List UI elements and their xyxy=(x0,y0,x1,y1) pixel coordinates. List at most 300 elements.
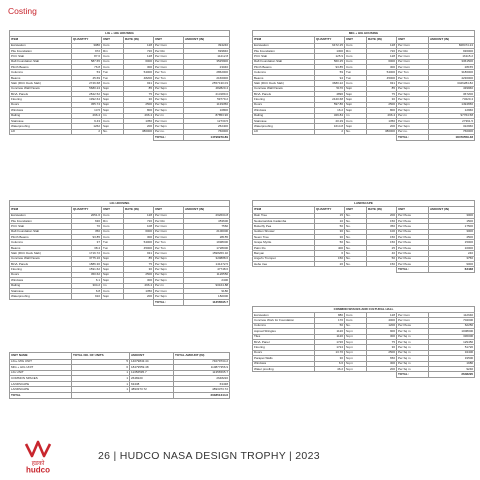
row-value-cell: 59779.2 xyxy=(184,97,230,102)
row-value-cell: 1200 xyxy=(367,323,397,328)
row-item-cell: Concrete Wall Panels xyxy=(10,86,72,91)
row-value-cell: Tun xyxy=(102,70,124,75)
row-value-cell: Sq m xyxy=(345,334,367,339)
row-value-cell: Sq m xyxy=(345,339,367,344)
row-item-cell: Water proofing xyxy=(253,366,315,371)
row-value-cell: 2862000 xyxy=(184,70,230,75)
row-value-cell: Cum xyxy=(102,213,124,218)
column-header: RATE (IN) xyxy=(124,207,154,214)
row-value-cell: 11356595.7 xyxy=(130,370,174,376)
row-value-cell: 1139350 xyxy=(184,102,230,107)
row-item-cell: Palm Ro xyxy=(253,245,315,250)
row-value-cell: Per Tun xyxy=(397,70,429,75)
row-value-cell: 93.85 xyxy=(72,235,102,240)
row-value-cell: 74079734.2 xyxy=(174,359,230,365)
row-value-cell: Per Sqm xyxy=(154,92,184,97)
row-item-cell: Railing xyxy=(10,283,72,288)
row-value-cell: 30 xyxy=(315,235,345,240)
row-value-cell: Cum xyxy=(102,229,124,234)
row-value-cell: 54000 xyxy=(124,70,154,75)
row-item-cell: Plinth Beams xyxy=(10,235,72,240)
row-value-cell: Per Cum xyxy=(397,313,429,318)
logo-latin-text: hudco xyxy=(26,465,50,474)
row-value-cell: Per Piece xyxy=(397,323,429,328)
row-value-cell: 59 xyxy=(315,70,345,75)
row-value-cell: 200 xyxy=(124,294,154,299)
row-value-cell: 2500 xyxy=(124,102,154,107)
row-value-cell: 16.2 xyxy=(315,108,345,113)
row-value-cell: Per Piece xyxy=(397,229,429,234)
row-value-cell: 37 xyxy=(72,240,102,245)
row-item-cell: Doors xyxy=(10,102,72,107)
row-value-cell: Per Sqm xyxy=(154,124,184,129)
row-value-cell: No. xyxy=(345,256,367,261)
row-value-cell: Per Piece xyxy=(397,245,429,250)
row-value-cell: 972 xyxy=(72,48,102,53)
page-title: Costing xyxy=(8,6,37,16)
row-value-cell: 20.29 xyxy=(315,118,345,123)
row-value-cell: 97764.58 xyxy=(429,113,475,118)
row-value-cell: Per Cum xyxy=(397,59,429,64)
row-item-cell: BLVL Panels xyxy=(10,262,72,267)
row-value-cell: Per Piece xyxy=(397,235,429,240)
row-value-cell: No. xyxy=(345,213,367,218)
row-value-cell: 3525900 xyxy=(184,59,230,64)
row-value-cell: 110877356.9 xyxy=(174,365,230,371)
row-value-cell: 213189.0 xyxy=(184,92,230,97)
row-value-cell: Per Rm xyxy=(154,48,184,53)
row-value-cell: 931 xyxy=(124,251,154,256)
row-item-cell: Columns xyxy=(10,240,72,245)
row-value-cell: Cum xyxy=(345,81,367,86)
row-value-cell: 45000 xyxy=(124,245,154,250)
row-value-cell: 1980 xyxy=(429,361,475,366)
row-value-cell: 200 xyxy=(124,124,154,129)
row-value-cell: No. xyxy=(345,235,367,240)
row-value-cell: 112640 xyxy=(429,313,475,318)
row-value-cell: 2648220 xyxy=(174,376,230,382)
row-value-cell: 129450 xyxy=(429,339,475,344)
row-value-cell: 3775.16 xyxy=(72,256,102,261)
row-item-cell: Waterproofing xyxy=(10,294,72,299)
row-value-cell: Per rm xyxy=(154,113,184,118)
row-value-cell: Per Sq m xyxy=(397,339,429,344)
row-value-cell: Per Sqm xyxy=(397,124,429,129)
row-value-cell: 1726 xyxy=(315,339,345,344)
row-value-cell: Per Tun xyxy=(397,75,429,80)
row-value-cell: Per Sqm xyxy=(397,97,429,102)
row-value-cell: 880 xyxy=(315,313,345,318)
row-value-cell: 125.9 xyxy=(315,54,345,59)
row-value-cell: 1998000 xyxy=(184,240,230,245)
row-item-cell: Slab (RCC Deck Slab) xyxy=(10,81,72,86)
row-item-cell: BLVL Panels xyxy=(253,92,315,97)
row-value-cell: 70 xyxy=(72,224,102,229)
row-value-cell: Per Sqm xyxy=(154,262,184,267)
row-item-cell: Golden Shower xyxy=(253,229,315,234)
row-item-cell: Neolamarckia Cadamba xyxy=(253,218,315,223)
row-value-cell: Sqm xyxy=(102,92,124,97)
row-value-cell: 85 xyxy=(124,256,154,261)
row-value-cell: 13.5 xyxy=(72,108,102,113)
row-value-cell: 252400 xyxy=(184,124,230,129)
row-value-cell: 76.8 xyxy=(72,65,102,70)
row-value-cell: Per Tun xyxy=(154,75,184,80)
row-value-cell: 2842.52 xyxy=(72,92,102,97)
column-header: AMOUNT (IN) xyxy=(184,37,230,44)
row-value-cell: 4500 xyxy=(429,235,475,240)
row-value-cell: Sqm xyxy=(102,262,124,267)
row-value-cell: Per Cum xyxy=(397,65,429,70)
row-value-cell: 450.62 xyxy=(72,272,102,277)
column-header: UNIT xyxy=(154,207,184,214)
row-value-cell: 760000 xyxy=(184,129,230,134)
logo-hindi-text: हडको xyxy=(31,460,45,467)
row-value-cell: 50 xyxy=(315,240,345,245)
row-value-cell: 128 xyxy=(367,43,397,48)
row-value-cell: Per Sqm xyxy=(154,267,184,272)
row-item-cell: Plinth Beams xyxy=(253,65,315,70)
row-value-cell: 1300 xyxy=(315,48,345,53)
row-value-cell: 720 xyxy=(124,218,154,223)
row-item-cell: PCC Slab xyxy=(10,54,72,59)
row-value-cell: 1886.30 xyxy=(72,262,102,267)
row-value-cell: 200 xyxy=(367,213,397,218)
row-value-cell: 3750 xyxy=(429,256,475,261)
row-value-cell: 128 xyxy=(124,43,154,48)
row-item-cell: Columns xyxy=(253,70,315,75)
row-value-cell: Per Sqm xyxy=(154,278,184,283)
row-value-cell: 30 xyxy=(315,356,345,361)
row-value-cell: Sqm xyxy=(102,108,124,113)
row-value-cell: 439960 xyxy=(429,86,475,91)
row-value-cell: 1350 xyxy=(367,118,397,123)
row-item-cell: Banyan xyxy=(253,251,315,256)
row-value-cell: 10000 xyxy=(429,245,475,250)
row-value-cell: Per Cum xyxy=(154,59,184,64)
row-value-cell: 15 xyxy=(315,213,345,218)
row-value-cell: 87.6 xyxy=(72,54,102,59)
row-item-cell: Concrete Wall Panels xyxy=(253,86,315,91)
total-value: 2648220 xyxy=(429,372,475,378)
row-value-cell: Per no. xyxy=(154,129,184,134)
row-item-cell: Flooring xyxy=(253,345,315,350)
row-value-cell: 3426284.82 xyxy=(429,81,475,86)
row-value-cell: Cum xyxy=(102,288,124,293)
row-item-cell: Rain Tree xyxy=(253,213,315,218)
row-value-cell: 2440.68 xyxy=(315,97,345,102)
row-value-cell: 23040 xyxy=(184,65,230,70)
row-value-cell: 85 xyxy=(124,86,154,91)
row-value-cell: 6000 xyxy=(124,229,154,234)
column-header: QUANTITY xyxy=(315,207,345,214)
row-value-cell: 9000 xyxy=(429,262,475,267)
row-item-cell: Doors xyxy=(10,272,72,277)
row-value-cell: 28155 xyxy=(184,235,230,240)
row-value-cell: 30 xyxy=(315,229,345,234)
row-value-cell: Per Sq m xyxy=(397,366,429,371)
row-item-cell: COMMON SPACES xyxy=(10,376,72,382)
row-value-cell: 200 xyxy=(367,124,397,129)
row-value-cell: Cum xyxy=(345,118,367,123)
row-value-cell: 6.8 xyxy=(72,288,102,293)
row-value-cell: 13.76 xyxy=(315,350,345,355)
row-value-cell: 75 xyxy=(367,92,397,97)
row-value-cell: 5680.24 xyxy=(72,86,102,91)
row-value-cell: 800 xyxy=(124,108,154,113)
row-item-cell: Plinth Beams xyxy=(10,65,72,70)
row-value-cell: 400 xyxy=(315,245,345,250)
row-value-cell: 2 xyxy=(72,129,102,134)
row-value-cell: rm xyxy=(102,283,124,288)
row-value-cell: Sq m xyxy=(345,345,367,350)
row-value-cell: 6.6 xyxy=(315,361,345,366)
row-value-cell: Cum xyxy=(345,318,367,323)
row-value-cell: 6472.25 xyxy=(315,43,345,48)
column-header: QUANTITY xyxy=(315,37,345,44)
row-value-cell: 1350 xyxy=(124,118,154,123)
row-value-cell: Tun xyxy=(102,75,124,80)
row-value-cell: rm xyxy=(345,113,367,118)
row-value-cell: 910 xyxy=(72,294,102,299)
row-value-cell: Per Sq m xyxy=(397,345,429,350)
row-value-cell: 128 xyxy=(124,54,154,59)
row-item-cell: Butterfly Pea xyxy=(253,224,315,229)
row-value-cell: Sqm xyxy=(345,102,367,107)
column-header: QUANTITY xyxy=(72,207,102,214)
total-value: 63438 xyxy=(429,267,475,273)
row-item-cell: Staircase xyxy=(10,118,72,123)
row-value-cell: Sqm xyxy=(102,256,124,261)
total-label: TOTAL: xyxy=(154,299,184,305)
row-item-cell: PCC Slab xyxy=(253,54,315,59)
row-value-cell: 53 xyxy=(72,70,102,75)
row-value-cell: 63438 xyxy=(130,381,174,387)
row-item-cell: Doors xyxy=(253,102,315,107)
row-value-cell: Cum xyxy=(345,65,367,70)
row-value-cell: 17500 xyxy=(429,224,475,229)
row-value-cell: 6000 xyxy=(367,59,397,64)
row-value-cell: Sqm xyxy=(102,124,124,129)
row-value-cell: Per Cum xyxy=(154,118,184,123)
row-value-cell: Rm xyxy=(345,48,367,53)
row-value-cell: 630 xyxy=(72,218,102,223)
row-value-cell: 329.84 xyxy=(315,113,345,118)
row-value-cell: 10800 xyxy=(184,108,230,113)
row-value-cell: Per Cum xyxy=(154,213,184,218)
column-header: ITEM xyxy=(253,207,315,214)
row-value-cell: 4000 xyxy=(367,318,397,323)
row-value-cell: Rm xyxy=(102,218,124,223)
row-item-cell: Staircase xyxy=(253,118,315,123)
row-value-cell: Tun xyxy=(345,75,367,80)
row-value-cell: 296.4 xyxy=(367,113,397,118)
column-header: UNIT xyxy=(397,37,429,44)
row-value-cell: 14079843.44 xyxy=(130,359,174,365)
row-value-cell: 2166000 xyxy=(184,75,230,80)
row-value-cell: 800 xyxy=(367,108,397,113)
row-value-cell: Sqm xyxy=(102,102,124,107)
row-value-cell: 296.4 xyxy=(124,113,154,118)
row-value-cell: Per Sqm xyxy=(397,92,429,97)
column-header: RATE (IN) xyxy=(124,37,154,44)
row-item-cell: LIG UNIT xyxy=(10,370,72,376)
column-header: RATE (IN) xyxy=(367,207,397,214)
column-header: AMOUNT (IN) xyxy=(429,207,475,214)
column-header: UNIT xyxy=(102,37,124,44)
row-value-cell: 11356595.7 xyxy=(174,370,230,376)
row-item-cell: Beams xyxy=(10,75,72,80)
row-value-cell: Per Piece xyxy=(397,240,429,245)
row-value-cell: Per Cum xyxy=(154,54,184,59)
table-title: COMMON SPACES AND CULTURAL HALL xyxy=(253,307,475,313)
row-value-cell: No. xyxy=(345,224,367,229)
row-item-cell: Concrete Work for Foundation xyxy=(253,318,315,323)
row-value-cell: 9.43 xyxy=(72,118,102,123)
row-value-cell: 1598266.32 xyxy=(184,251,230,256)
row-value-cell: No. xyxy=(345,229,367,234)
row-value-cell: 240 xyxy=(429,251,475,256)
row-value-cell: 2 xyxy=(315,129,345,134)
row-value-cell: 50 xyxy=(315,323,345,328)
row-value-cell: Per Cum xyxy=(397,54,429,59)
row-item-cell: Raft Foundation Slab xyxy=(253,59,315,64)
row-value-cell: 2500 xyxy=(367,350,397,355)
row-value-cell: Per Cum xyxy=(397,43,429,48)
row-value-cell: 296.4 xyxy=(72,113,102,118)
row-item-cell: Doors xyxy=(253,350,315,355)
row-value-cell: 48200 xyxy=(124,75,154,80)
row-value-cell: 1008000 xyxy=(429,329,475,334)
row-item-cell: Concrete Wall Panels xyxy=(10,256,72,261)
row-value-cell: 200 xyxy=(367,366,397,371)
row-value-cell: Per Sqm xyxy=(154,102,184,107)
row-value-cell: 6 xyxy=(315,251,345,256)
row-value-cell: Per Sq m xyxy=(397,329,429,334)
row-value-cell: Per Sq m xyxy=(397,356,429,361)
row-value-cell: 367200 xyxy=(429,92,475,97)
row-item-cell: BLVL Panels xyxy=(10,92,72,97)
row-value-cell: Per Tun xyxy=(154,240,184,245)
row-item-cell: Slab (RCC Deck Slab) xyxy=(253,81,315,86)
column-header: UNIT xyxy=(102,207,124,214)
row-value-cell: 150 xyxy=(367,235,397,240)
mig-plus-table xyxy=(252,30,475,141)
row-value-cell: rm xyxy=(102,113,124,118)
row-value-cell: 150 xyxy=(367,218,397,223)
row-item-cell: Tiles xyxy=(253,334,315,339)
row-value-cell: Sqm xyxy=(102,294,124,299)
total-value: 14796979.89 xyxy=(184,135,230,141)
column-header: UNIT xyxy=(154,37,184,44)
row-value-cell: 300 xyxy=(367,361,397,366)
row-value-cell: Per Sqm xyxy=(154,97,184,102)
row-value-cell: No. xyxy=(345,262,367,267)
row-value-cell: 1 xyxy=(72,381,130,387)
row-value-cell: 394240 xyxy=(184,43,230,48)
row-value-cell: Per no. xyxy=(397,129,429,134)
row-value-cell: 15000 xyxy=(429,240,475,245)
row-value-cell: 45.69 xyxy=(72,75,102,80)
row-value-cell: 1614.8 xyxy=(315,124,345,129)
row-value-cell: Per Rm xyxy=(397,48,429,53)
row-value-cell: 54000 xyxy=(124,240,154,245)
table-title: LIG + HIG HOUSING xyxy=(10,31,230,37)
row-value-cell: 3000 xyxy=(429,213,475,218)
total-label: TOTAL: xyxy=(154,135,184,141)
row-value-cell: Sq m xyxy=(345,350,367,355)
row-value-cell: 931 xyxy=(124,81,154,86)
column-header: TOTAL NO. OF UNITS xyxy=(72,353,130,360)
row-value-cell: Sqm xyxy=(345,97,367,102)
row-value-cell: 1500 xyxy=(429,218,475,223)
row-value-cell: Cum xyxy=(102,251,124,256)
row-value-cell: No. xyxy=(102,129,124,134)
row-value-cell: No. xyxy=(345,240,367,245)
row-value-cell: 108 xyxy=(124,224,154,229)
row-value-cell: 1120 xyxy=(315,334,345,339)
row-value-cell: 38.4 xyxy=(72,245,102,250)
row-value-cell: Cum xyxy=(102,65,124,70)
row-value-cell: 650 xyxy=(367,356,397,361)
row-value-cell: 300 xyxy=(367,334,397,339)
row-value-cell: 50 xyxy=(367,256,397,261)
row-value-cell: 300 xyxy=(124,235,154,240)
row-value-cell: Per Rm xyxy=(154,218,184,223)
row-value-cell: 320888.6 xyxy=(184,256,230,261)
row-item-cell: Beams xyxy=(10,245,72,250)
row-value-cell: 3680.22 xyxy=(315,81,345,86)
column-header: TOTAL AMOUNT (IN) xyxy=(174,353,230,360)
row-value-cell: Per Sqm xyxy=(397,108,429,113)
row-item-cell: Railing xyxy=(10,113,72,118)
column-header: AMOUNT (IN) xyxy=(184,207,230,214)
row-value-cell: 3186000 xyxy=(429,70,475,75)
row-value-cell: 18479559.48 xyxy=(130,365,174,371)
row-value-cell: 40 xyxy=(367,251,397,256)
row-value-cell: 350 xyxy=(367,224,397,229)
row-value-cell: 28155 xyxy=(429,65,475,70)
row-value-cell: 93.85 xyxy=(315,65,345,70)
row-value-cell: 300 xyxy=(124,65,154,70)
column-header: ITEM xyxy=(10,207,72,214)
row-item-cell: Slab (RCC Deck Slab) xyxy=(10,251,72,256)
row-value-cell: Per Sqm xyxy=(154,256,184,261)
row-item-cell: Angel's Trumpet xyxy=(253,256,315,261)
row-value-cell: 304.2 xyxy=(72,283,102,288)
row-value-cell: 1591.62 xyxy=(72,267,102,272)
row-value-cell: 3000 xyxy=(429,229,475,234)
logo-emblem xyxy=(26,442,50,456)
total-value: 18479559.48 xyxy=(429,135,475,141)
row-item-cell: Excavation xyxy=(10,43,72,48)
row-value-cell: 34400 xyxy=(429,350,475,355)
row-item-cell: LANDSCAPE xyxy=(10,387,72,393)
column-header: AMOUNT (IN) xyxy=(429,37,475,44)
row-value-cell: 75 xyxy=(367,339,397,344)
row-value-cell: Per Sqm xyxy=(397,86,429,91)
row-value-cell: 128 xyxy=(124,213,154,218)
row-value-cell: 455.74 xyxy=(72,102,102,107)
summary-table xyxy=(9,352,230,399)
row-value-cell: 100 xyxy=(367,229,397,234)
row-value-cell: Per Cum xyxy=(154,235,184,240)
row-item-cell: Aqmad Shingles xyxy=(253,329,315,334)
row-value-cell: Per Sq m xyxy=(397,350,429,355)
row-value-cell: Per Tun xyxy=(154,245,184,250)
row-value-cell: Cum xyxy=(102,43,124,48)
row-item-cell: MIG + HIG UNIT xyxy=(10,365,72,371)
